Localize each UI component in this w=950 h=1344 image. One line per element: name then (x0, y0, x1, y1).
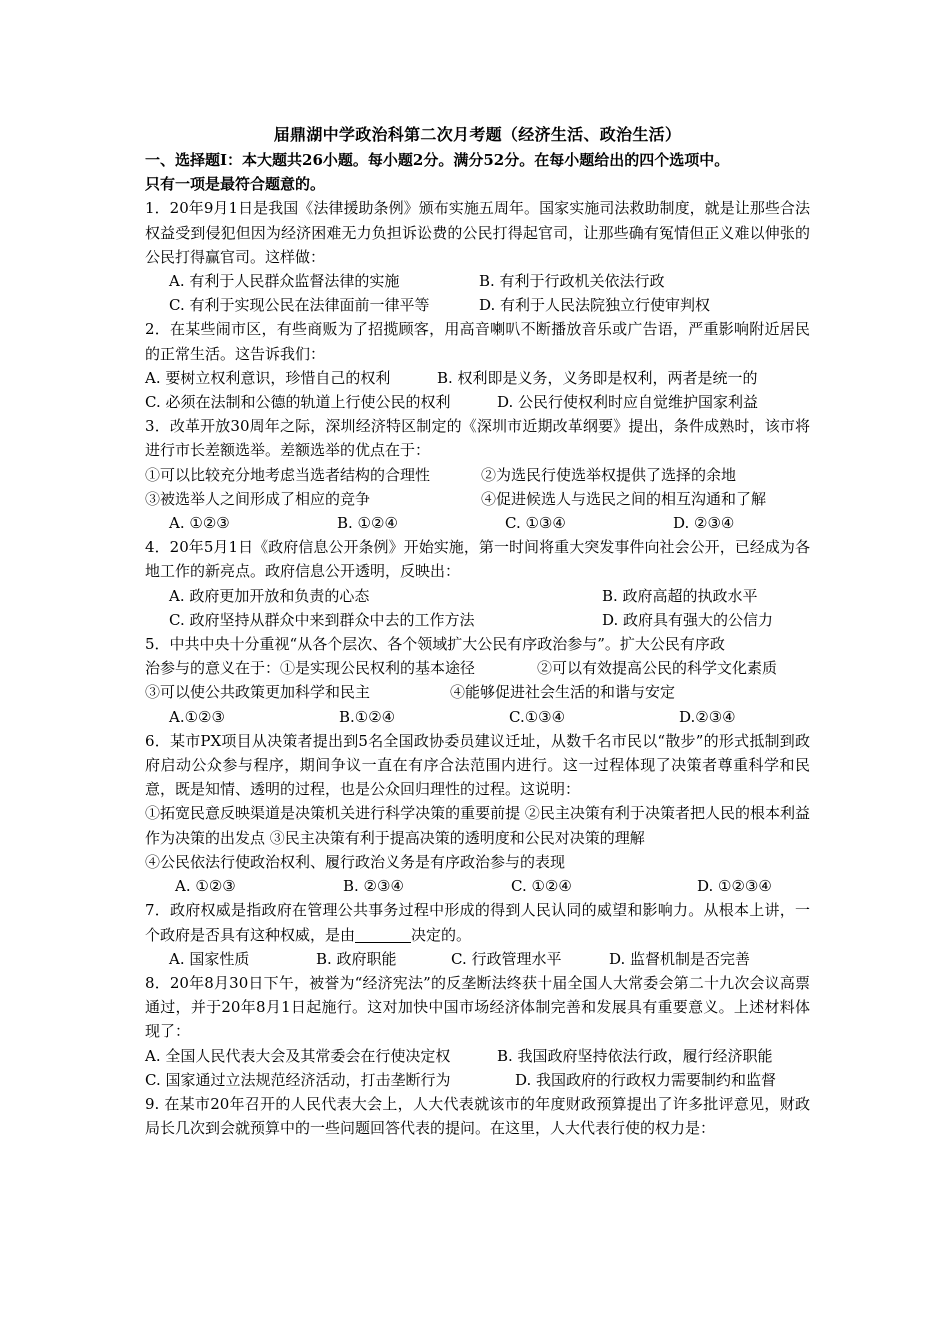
option-c: C. 政府坚持从群众中来到群众中去的工作方法 (169, 610, 475, 629)
question-6-options (145, 874, 810, 898)
question-7-stem-text: 7．政府权威是指政府在管理公共事务过程中形成的得到人民认同的威望和影响力。从根本上讲，一个政府是否具有这种权威，是由 (145, 901, 810, 944)
option-a: A. 国家性质 (169, 949, 250, 968)
option-d: D. 政府具有强大的公信力 (602, 610, 774, 629)
statement-3: ③被选举人之间形成了相应的竞争 (145, 489, 371, 508)
question-1-options-row2 (145, 293, 810, 317)
option-d: D. 我国政府的行政权力需要制约和监督 (515, 1070, 777, 1089)
option-a: A.①②③ (169, 707, 225, 726)
option-c: C. 国家通过立法规范经济活动，打击垄断行为 (145, 1070, 451, 1089)
option-d: D. 有利于人民法院独立行使审判权 (479, 296, 711, 315)
question-7-stem-end: 决定的。 (411, 925, 472, 944)
question-4-options-row2 (145, 608, 810, 632)
question-5-items-row2 (145, 680, 810, 704)
option-a: A. 全国人民代表大会及其常委会在行使决定权 (145, 1046, 451, 1065)
question-5-stem-cont: 治参与的意义在于：①是实现公民权利的基本途径 (145, 659, 476, 678)
option-b: B. 我国政府坚持依法行政，履行经济职能 (497, 1046, 773, 1065)
answer-blank (355, 926, 411, 943)
question-3-items-row2 (145, 487, 810, 511)
exam-page (145, 122, 810, 1140)
option-a: A. ①②③ (175, 877, 236, 896)
question-8-options-row2 (145, 1068, 810, 1092)
statement-4: ④能够促进社会生活的和谐与安定 (450, 683, 676, 702)
option-a: A. ①②③ (169, 514, 230, 533)
statement-3: ③可以使公共政策更加科学和民主 (145, 683, 371, 702)
question-7-stem (145, 898, 810, 946)
question-3-stem: 3．改革开放30周年之际，深圳经济特区制定的《深圳市近期改革纲要》提出，条件成熟时，该市将进行市长差额选举。差额选举的优点在于： (145, 417, 810, 460)
option-c: C. 必须在法制和公德的轨道上行使公民的权利 (145, 393, 451, 412)
option-d: D.②③④ (679, 707, 736, 726)
question-8-options-row1 (145, 1044, 810, 1068)
question-9-stem: 9. 在某市20年召开的人民代表大会上，人大代表就该市的年度财政预算提出了许多批评意见，财政局长几次到会就预算中的一些问题回答代表的提问。在这里，人大代表行使的权力是： (145, 1094, 810, 1138)
statement-2: ②为选民行使选举权提供了选择的余地 (481, 465, 737, 484)
option-a: A. 政府更加开放和负责的心态 (169, 586, 370, 605)
option-c: C. 行政管理水平 (451, 949, 562, 968)
option-c: C. ①③④ (505, 514, 566, 533)
option-b: B. 政府高超的执政水平 (602, 586, 758, 605)
statement-4: ④促进候选人与选民之间的相互沟通和了解 (481, 489, 767, 508)
question-3-options (145, 511, 810, 535)
option-a: A. 有利于人民群众监督法律的实施 (169, 272, 400, 291)
option-b: B. 政府职能 (316, 949, 397, 968)
option-b: B. 有利于行政机关依法行政 (479, 272, 665, 291)
option-c: C.①③④ (509, 707, 566, 726)
question-4-stem: 4．20年5月1日《政府信息公开条例》开始实施，第一时间将重大突发事件向社会公开，已经成为各地工作的新亮点。政府信息公开透明，反映出： (145, 538, 810, 581)
statement-2: ②可以有效提高公民的科学文化素质 (537, 659, 778, 678)
section-heading: 一、选择题Ⅰ：本大题共26小题。每小题2分。满分52分。在每小题给出的四个选项中。 (145, 151, 730, 169)
question-3-items-row1 (145, 463, 810, 487)
question-4-options-row1 (145, 584, 810, 608)
question-5-stem: 5．中共中央十分重视“从各个层次、各个领域扩大公民有序政治参与”。扩大公民有序政 (145, 635, 725, 654)
option-b: B. ②③④ (343, 877, 404, 896)
option-d: D. 公民行使权利时应自觉维护国家利益 (497, 393, 759, 412)
question-5-options (145, 705, 810, 729)
statement-4: ④公民依法行使政治权利、履行政治义务是有序政治参与的表现 (145, 852, 566, 871)
option-b: B.①②④ (339, 707, 396, 726)
statement-1: ①可以比较充分地考虑当选者结构的合理性 (145, 465, 431, 484)
option-b: B. ①②④ (337, 514, 398, 533)
question-2-stem: 2．在某些闹市区，有些商贩为了招揽顾客，用高音喇叭不断播放音乐或广告语，严重影响附近居民的正常生活。这告诉我们： (145, 320, 810, 363)
question-1-options-row1 (145, 269, 810, 293)
question-2-options-row1 (145, 366, 810, 390)
question-6-statements: ①拓宽民意反映渠道是决策机关进行科学决策的重要前提 ②民主决策有利于决策者把人民的根本利益作为决策的出发点 ③民主决策有利于提高决策的透明度和公民对决策的理解 (145, 804, 810, 847)
option-d: D. ②③④ (673, 514, 735, 533)
question-6-stem: 6．某市PX项目从决策者提出到5名全国政协委员建议迁址，从数千名市民以“散步”的形式抵制到政府启动公众参与程序，期间争议一直在有序合法范围内进行。这一过程体现了决策者尊重科学和民意，既是知情、透明的过程，也是公众回归理性的过程。这说明： (145, 731, 810, 799)
option-a: A. 要树立权利意识，珍惜自己的权利 (145, 368, 391, 387)
question-5-items-row1 (145, 656, 810, 680)
question-8-stem: 8．20年8月30日下午，被誉为“经济宪法”的反垄断法终获十届全国人大常委会第二十九次会议高票通过，并于20年8月1日起施行。这对加快中国市场经济体制完善和发展具有重要意义。上述材料体现了： (145, 973, 810, 1041)
page-title: 届鼎湖中学政治科第二次月考题（经济生活、政治生活） (273, 125, 682, 144)
section-heading-cont: 只有一项是最符合题意的。 (145, 175, 326, 194)
question-1-stem: 1．20年9月1日是我国《法律援助条例》颁布实施五周年。国家实施司法救助制度，就是让那些合法权益受到侵犯但因为经济困难无力负担诉讼费的公民打得起官司，让那些确有冤情但正义难以伸张的公民打得赢官司。这样做： (145, 199, 810, 266)
option-b: B. 权利即是义务，义务即是权利，两者是统一的 (437, 368, 758, 387)
question-7-options (145, 947, 810, 971)
option-c: C. ①②④ (511, 877, 572, 896)
question-2-options-row2 (145, 390, 810, 414)
option-c: C. 有利于实现公民在法律面前一律平等 (169, 296, 430, 315)
option-d: D. 监督机制是否完善 (609, 949, 751, 968)
option-d: D. ①②③④ (697, 877, 772, 896)
